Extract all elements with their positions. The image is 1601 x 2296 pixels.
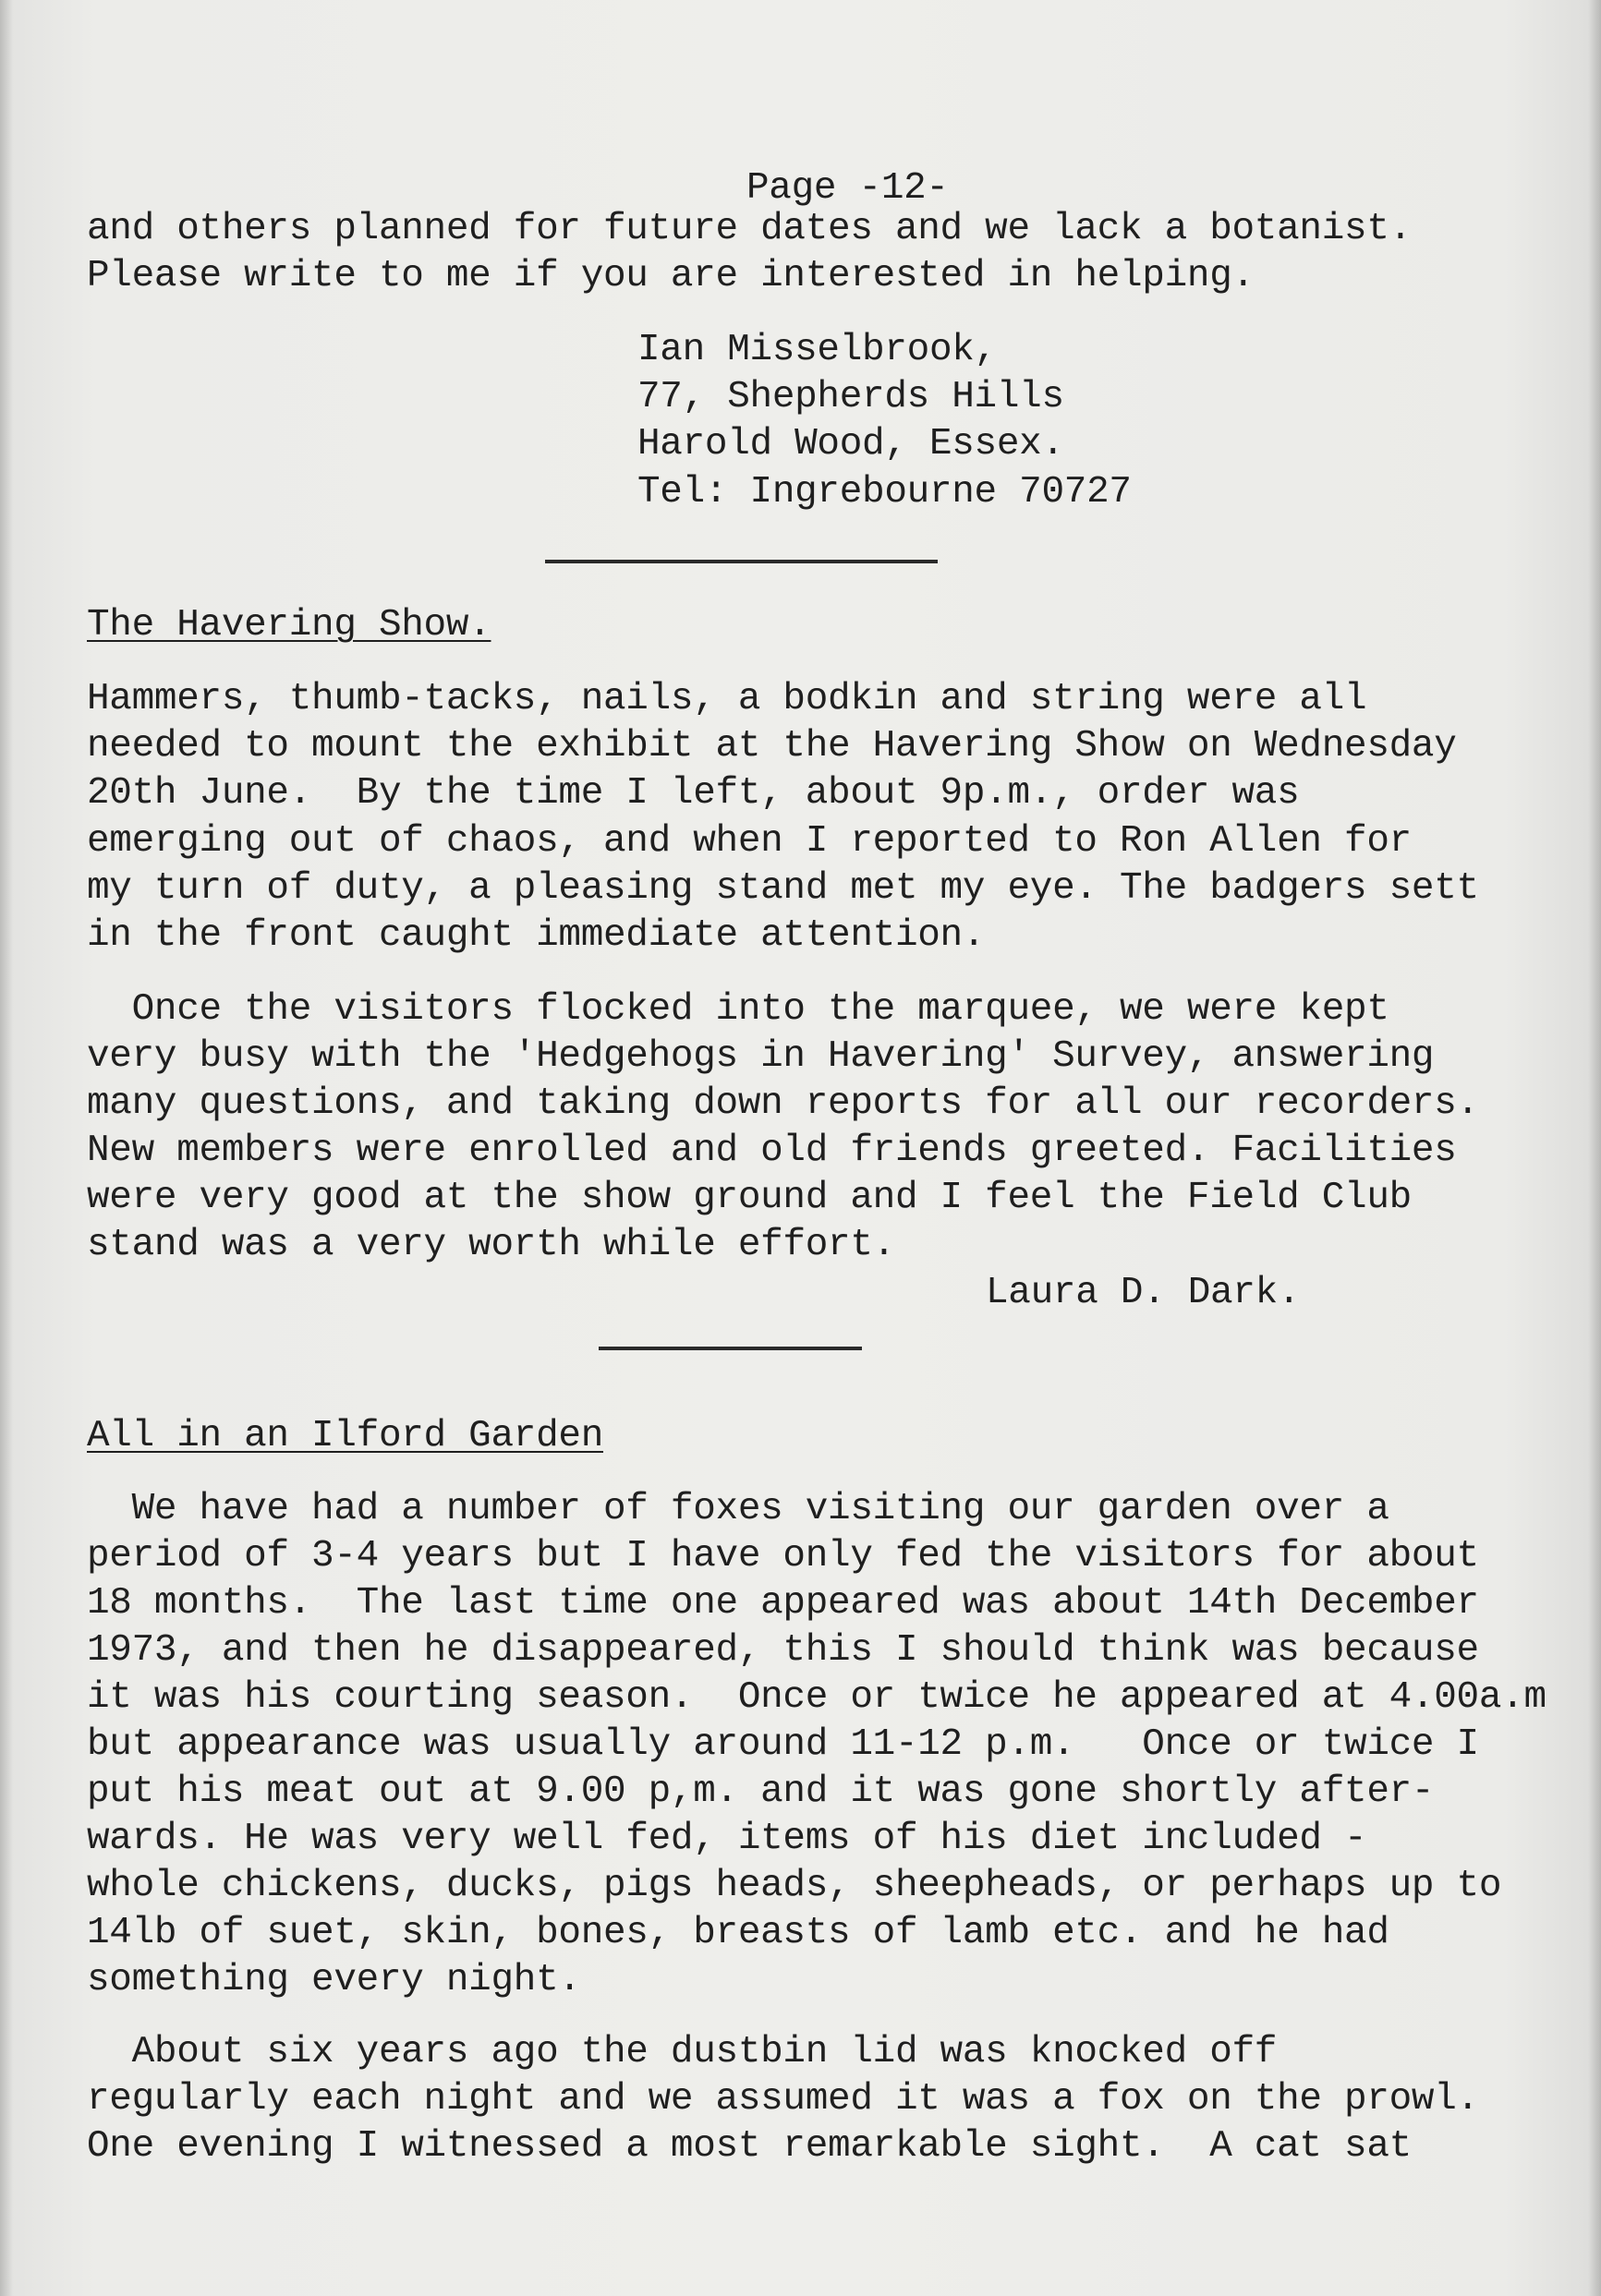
intro-line: Please write to me if you are interested in helping. [87, 255, 1255, 297]
paragraph-line: 20th June. By the time I left, about 9p.m., order was [87, 772, 1300, 815]
paragraph-line: regularly each night and we assumed it was a fox on the prowl. [87, 2078, 1479, 2121]
paragraph-line: 18 months. The last time one appeared was about 14th December [87, 1582, 1479, 1625]
paragraph-line: Once the visitors flocked into the marquee, we were kept [87, 988, 1389, 1031]
section-divider [599, 1347, 862, 1350]
address-line: Tel: Ingrebourne 70727 [637, 471, 1132, 514]
paragraph-line: very busy with the 'Hedgehogs in Havering' Survey, answering [87, 1035, 1435, 1078]
section-divider [545, 560, 938, 563]
address-line: Ian Misselbrook, [637, 329, 997, 371]
paragraph-line: put his meat out at 9.00 p,m. and it was gone shortly after- [87, 1770, 1435, 1813]
paragraph-line: my turn of duty, a pleasing stand met my eye. The badgers sett [87, 867, 1479, 910]
signature: Laura D. Dark. [986, 1272, 1301, 1314]
page-edge-left [0, 0, 13, 2296]
address-line: 77, Shepherds Hills [637, 376, 1064, 418]
paragraph-line: We have had a number of foxes visiting our garden over a [87, 1488, 1389, 1530]
paragraph-line: Hammers, thumb-tacks, nails, a bodkin and string were all [87, 678, 1367, 720]
paragraph-line: 14lb of suet, skin, bones, breasts of lamb etc. and he had [87, 1912, 1389, 1954]
paragraph-line: something every night. [87, 1959, 581, 2001]
section-heading-ilford-garden: All in an Ilford Garden [87, 1415, 603, 1457]
paragraph-line: but appearance was usually around 11-12 p.m. Once or twice I [87, 1723, 1479, 1766]
paragraph-line: many questions, and taking down reports for all our recorders. [87, 1082, 1479, 1125]
paragraph-line: were very good at the show ground and I feel the Field Club [87, 1177, 1412, 1219]
paragraph-line: stand was a very worth while effort. [87, 1224, 895, 1266]
paragraph-line: needed to mount the exhibit at the Havering Show on Wednesday [87, 725, 1457, 767]
page-edge-right [1588, 0, 1601, 2296]
paragraph-line: emerging out of chaos, and when I reported to Ron Allen for [87, 820, 1412, 863]
paragraph-line: it was his courting season. Once or twice he appeared at 4.00a.m [87, 1676, 1546, 1719]
section-heading-havering-show: The Havering Show. [87, 604, 491, 647]
page-header: Page -12- [746, 167, 949, 210]
address-line: Harold Wood, Essex. [637, 423, 1064, 465]
paragraph-line: New members were enrolled and old friends greeted. Facilities [87, 1130, 1457, 1172]
paragraph-line: in the front caught immediate attention. [87, 914, 986, 957]
paragraph-line: One evening I witnessed a most remarkable sight. A cat sat [87, 2125, 1412, 2168]
paragraph-line: period of 3-4 years but I have only fed the visitors for about [87, 1535, 1479, 1577]
paragraph-line: 1973, and then he disappeared, this I should think was because [87, 1629, 1479, 1672]
paragraph-line: whole chickens, ducks, pigs heads, sheepheads, or perhaps up to [87, 1865, 1502, 1907]
paragraph-line: About six years ago the dustbin lid was knocked off [87, 2031, 1278, 2073]
intro-line: and others planned for future dates and we lack a botanist. [87, 208, 1412, 250]
paragraph-line: wards. He was very well fed, items of his diet included - [87, 1818, 1367, 1860]
